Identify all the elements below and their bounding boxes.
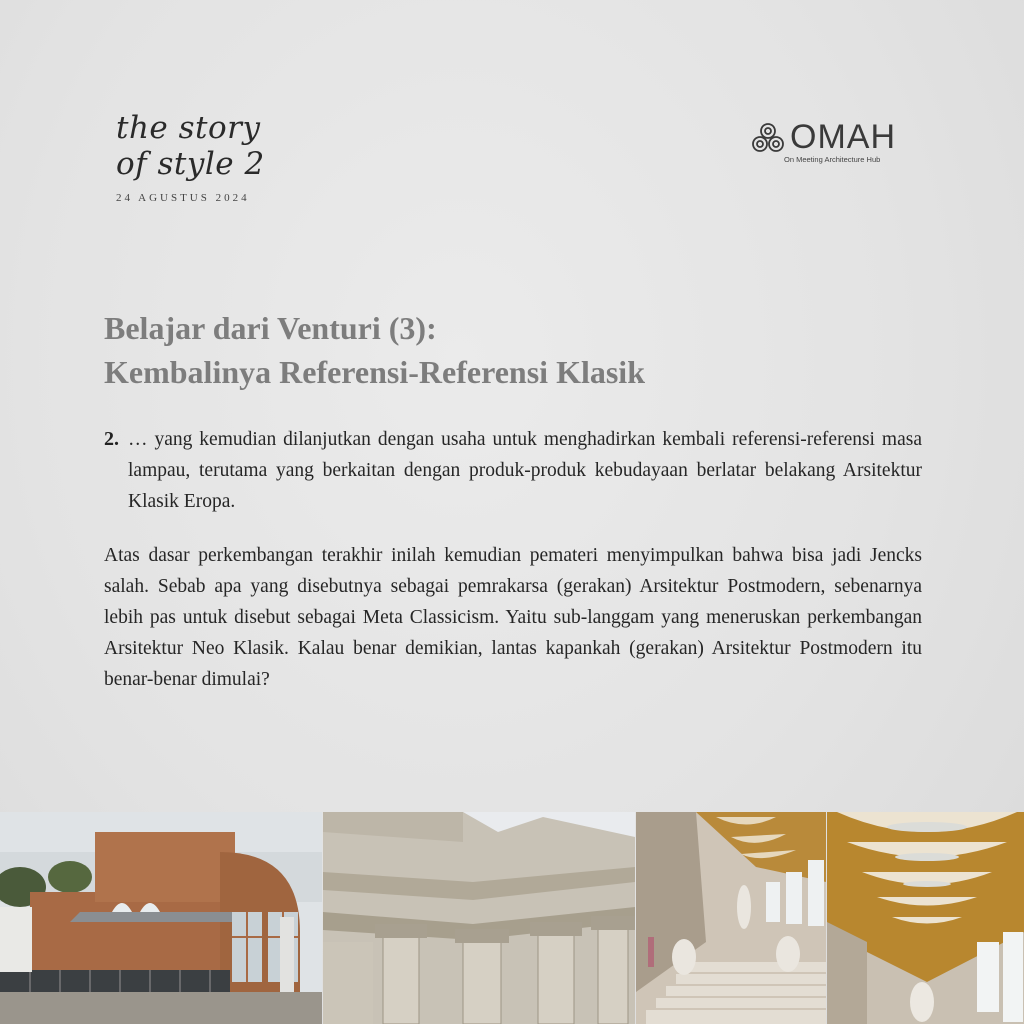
logo-tagline: On Meeting Architecture Hub <box>784 155 881 164</box>
body-paragraph: Atas dasar perkembangan terakhir inilah kemudian pemateri menyimpulkan bahwa bisa jadi Jencks salah. Sebab apa yang disebutnya sebagai pemrakarsa (gerakan) Arsitektur Postmodern, sebenarnya lebih pas untuk disebut sebagai Meta Classicism. Yaitu sub-langgam yang meneruskan perkembangan Arsitektur Neo Klasik. Kalau benar demikian, lantas kapankah (gerakan) Arsitektur Postmodern itu benar-benar dimulai? <box>104 545 922 690</box>
list-item-number: 2. <box>104 428 119 450</box>
numbered-list-item <box>104 424 922 517</box>
classical-facade-photo <box>323 812 635 1024</box>
heading-line-1: Belajar dari Venturi (3): <box>104 310 437 346</box>
event-date: 24 AGUSTUS 2024 <box>116 192 250 204</box>
logo-wordmark: OMAH <box>790 118 896 156</box>
list-item-text: … yang kemudian dilanjutkan dengan usaha untuk menghadirkan kembali referensi-referensi masa lampau, terutama yang berkaitan dengan produk-produk kebudayaan berlatar belakang Arsitektur Klasik Eropa. <box>128 429 922 512</box>
series-title <box>116 110 265 204</box>
article-heading <box>104 306 924 394</box>
series-title-line-2: of style 2 <box>116 146 265 182</box>
omah-logo <box>750 118 896 164</box>
gallery-hall-photo <box>636 812 826 1024</box>
brick-building-photo <box>0 812 322 1024</box>
vaulted-corridor-photo <box>827 812 1024 1024</box>
heading-line-2: Kembalinya Referensi-Referensi Klasik <box>104 354 645 390</box>
photo-strip <box>0 812 1024 1024</box>
trefoil-logo-icon <box>750 121 786 155</box>
series-title-line-1: the story <box>116 110 261 146</box>
